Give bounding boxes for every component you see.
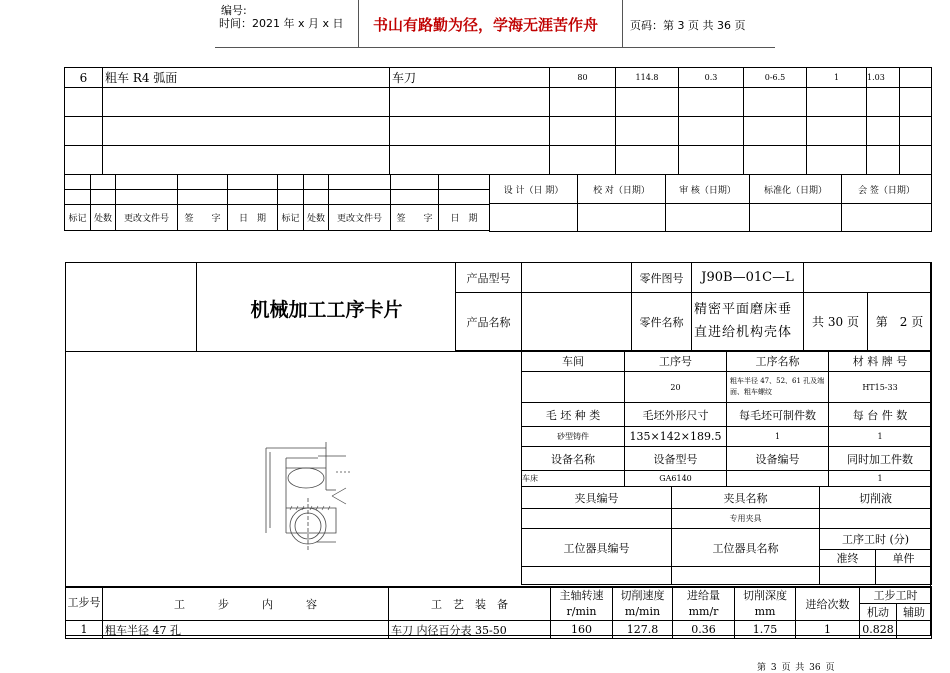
step-time-header: 工步工时: [860, 587, 932, 604]
change-label: 签 字: [391, 205, 439, 231]
per-machine-value: 1: [829, 427, 932, 447]
card-title: 机械加工工序卡片: [250, 299, 403, 321]
change-label: 更改文件号: [116, 205, 178, 231]
feed-unit: mm/r: [673, 604, 735, 621]
depth-unit: mm: [735, 604, 796, 621]
operation-info-table: [521, 350, 932, 487]
pass-count: 1: [807, 68, 867, 88]
part-name-label: 零件名称: [632, 293, 692, 351]
feed-rate: 0.36: [673, 621, 735, 639]
time-label: 时间：2021 年 x 月 x 日: [219, 17, 344, 30]
product-model-label: 产品型号: [456, 263, 522, 293]
table-row: [66, 621, 932, 639]
table-row: [65, 117, 932, 146]
blank-type-label: 毛 坯 种 类: [522, 403, 625, 427]
station-name-label: 工位器具名称: [672, 529, 820, 567]
machine-time: 0.828: [860, 621, 897, 639]
spindle-speed-header: 主轴转速: [551, 587, 613, 604]
depth-header: 切削深度: [735, 587, 796, 604]
number-label: 编号:: [221, 4, 247, 17]
page-number: 第 2 页: [868, 293, 932, 351]
material-label: 材 料 牌 号: [829, 351, 932, 372]
continuation-table: [64, 67, 932, 175]
change-record-table: [64, 174, 490, 231]
cut-depth: 1.75: [735, 621, 796, 639]
spindle-speed-unit: r/min: [551, 604, 613, 621]
op-name-label: 工序名称: [727, 351, 829, 372]
equip-model-label: 设备型号: [625, 447, 727, 471]
change-label: 处数: [91, 205, 116, 231]
page-footer: 第 3 页 共 36 页: [757, 663, 835, 673]
part-drawing-svg: [256, 438, 376, 553]
station-no-label: 工位器具编号: [522, 529, 672, 567]
part-drawing: [256, 438, 376, 553]
step-equipment: 车刀: [390, 68, 550, 88]
pass-count: 1: [796, 621, 860, 639]
op-no-value: 20: [625, 372, 727, 403]
op-no-label: 工序号: [625, 351, 727, 372]
equip-no-value: [727, 471, 829, 487]
step-content: 粗车半径 47 孔: [103, 621, 389, 639]
passes-header: 进给次数: [796, 587, 860, 621]
parts-per-blank-label: 每毛坯可制件数: [727, 403, 829, 427]
op-time-label: 工序工时 (分): [820, 529, 932, 550]
aux-time-header: 辅助: [897, 604, 932, 621]
table-row: [65, 68, 932, 88]
change-label: 处数: [304, 205, 329, 231]
machine-time: 1.03: [867, 68, 900, 88]
equip-name-value: 车床: [522, 471, 625, 487]
change-label: 标记: [65, 205, 91, 231]
step-equipment: 车刀 内径百分表 35-50: [389, 621, 551, 639]
fixture-table: [521, 486, 932, 585]
change-label: 日 期: [439, 205, 490, 231]
workshop-label: 车间: [522, 351, 625, 372]
blank-size-label: 毛坯外形尺寸: [625, 403, 727, 427]
table-row: [65, 88, 932, 117]
cutting-speed: 127.8: [613, 621, 673, 639]
equip-name-label: 设备名称: [522, 447, 625, 471]
unit-time-label: 单件: [876, 550, 932, 567]
equip-model-value: GA6140: [625, 471, 727, 487]
fixture-no-label: 夹具编号: [522, 487, 672, 509]
prep-time-label: 准终: [820, 550, 876, 567]
change-label: 签 字: [178, 205, 228, 231]
steps-table: [65, 586, 932, 639]
step-number: 1: [66, 621, 103, 639]
equipment-header: 工 艺 装 备: [389, 587, 551, 621]
cut-depth: 0-6.5: [744, 68, 807, 88]
product-model-value: [522, 263, 632, 293]
fixture-name-label: 夹具名称: [672, 487, 820, 509]
product-name-label: 产品名称: [456, 293, 522, 351]
table-row: [65, 146, 932, 175]
per-machine-label: 每 台 件 数: [829, 403, 932, 427]
signoff-table: [489, 174, 932, 232]
aux-time: [897, 621, 932, 639]
part-number-value: J90B—01C—L: [692, 263, 804, 293]
spindle-speed: 80: [550, 68, 616, 88]
step-content-header: 工 步 内 容: [103, 587, 389, 621]
simultaneous-label: 同时加工件数: [829, 447, 932, 471]
change-label: 标记: [278, 205, 304, 231]
machine-time-header: 机动: [860, 604, 897, 621]
total-pages: 共 30 页: [804, 293, 868, 351]
signoff-standard: 标准化（日期）: [750, 175, 842, 204]
cutting-speed-header: 切削速度: [613, 587, 673, 604]
cutting-speed-unit: m/min: [613, 604, 673, 621]
feed-header: 进给量: [673, 587, 735, 604]
change-label: 更改文件号: [329, 205, 391, 231]
material-value: HT15-33: [829, 372, 932, 403]
signoff-countersign: 会 签（日期）: [842, 175, 932, 204]
feed-rate: 0.3: [679, 68, 744, 88]
coolant-label: 切削液: [820, 487, 932, 509]
page-header: [215, 0, 775, 48]
motto: 书山有路勤为径，学海无涯苦作舟: [373, 16, 599, 34]
step-number: 6: [65, 68, 103, 88]
blank-size-value: 135×142×189.5: [625, 427, 727, 447]
card-header-table: [455, 262, 932, 351]
spindle-speed: 160: [551, 621, 613, 639]
step-number-header: 工步号: [66, 587, 103, 621]
signoff-check: 校 对（日期）: [578, 175, 666, 204]
change-label: 日 期: [228, 205, 278, 231]
part-name-value: 精密平面磨床垂直进给机构壳体: [692, 293, 804, 351]
fixture-name-value: 专用夹具: [672, 509, 820, 529]
signoff-design: 设 计（日 期）: [490, 175, 578, 204]
cutting-speed: 114.8: [616, 68, 679, 88]
parts-per-blank-value: 1: [727, 427, 829, 447]
part-number-label: 零件图号: [632, 263, 692, 293]
aux-time: [900, 68, 932, 88]
blank-type-value: 砂型铸件: [522, 427, 625, 447]
simultaneous-value: 1: [829, 471, 932, 487]
product-name-value: [522, 293, 632, 351]
workshop-value: [522, 372, 625, 403]
step-content: 粗车 R4 弧面: [103, 68, 390, 88]
op-name-value: 粗车半径 47、52、61 孔及端面、粗车螺纹: [727, 372, 829, 403]
equip-no-label: 设备编号: [727, 447, 829, 471]
page-indicator: 页码：第 3 页 共 36 页: [630, 19, 746, 32]
signoff-review: 审 核（日期）: [666, 175, 750, 204]
